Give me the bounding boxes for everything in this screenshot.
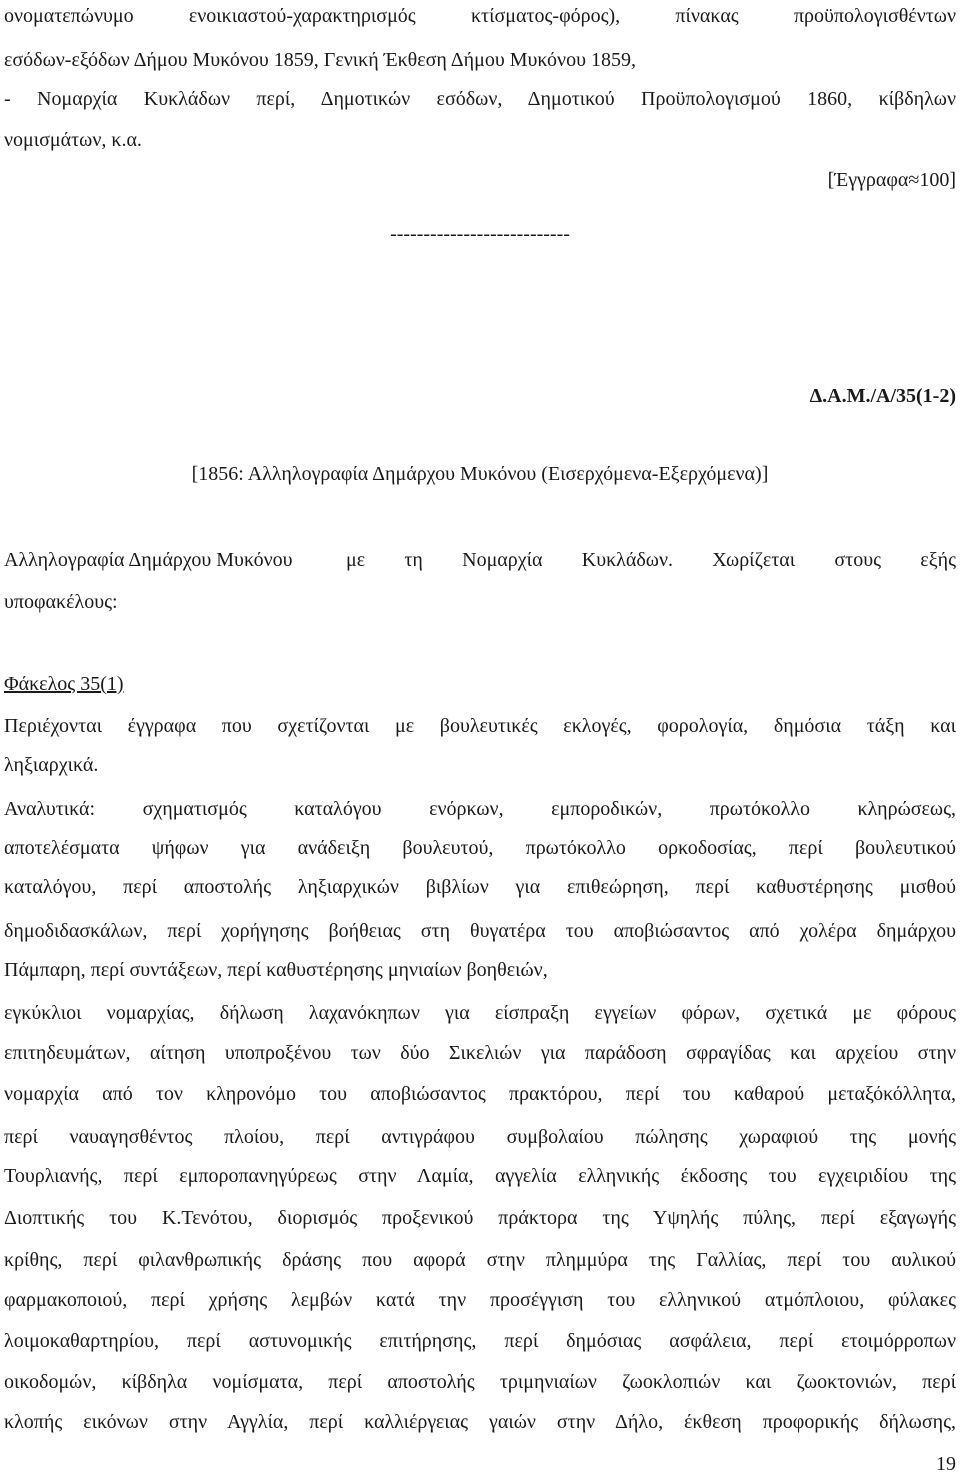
folder-summary-line: ληξιαρχικά. bbox=[4, 754, 99, 776]
detail-line: επιτηδευμάτων, αίτηση υποπροξένου των δύο Σικελιών για παράδοση σφραγίδας και αρχείου στην bbox=[4, 1042, 956, 1064]
description-line-2: υποφακέλους: bbox=[4, 591, 118, 613]
intro-line: νομισμάτων, κ.α. bbox=[4, 129, 142, 151]
detail-line: οικοδομών, κίβδηλα νομίσματα, περί αποστολής τριμηνιαίων ζωοκλοπιών και ζωοκτονιών, περί bbox=[4, 1371, 956, 1393]
documents-count-ref: [Έγγραφα≈100] bbox=[827, 169, 956, 191]
detail-line: εγκύκλιοι νομαρχίας, δήλωση λαχανόκηπων για είσπραξη εγγείων φόρων, σχετικά με φόρους bbox=[4, 1002, 956, 1024]
detail-line: Διοπτικής του Κ.Τενότου, διορισμός προξενικού πράκτορα της Υψηλής πύλης, περί εξαγωγής bbox=[4, 1207, 956, 1229]
intro-line: - Νομαρχία Κυκλάδων περί, Δημοτικών εσόδων, Δημοτικού Προϋπολογισμού 1860, κίβδηλων bbox=[4, 88, 956, 110]
folder-title: Φάκελος 35(1) bbox=[4, 673, 124, 695]
detail-line: κλοπής εικόνων στην Αγγλία, περί καλλιέργειας γαιών στην Δήλο, έκθεση προφορικής δήλωσης, bbox=[4, 1411, 956, 1433]
detail-line: Αναλυτικά: σχηματισμός καταλόγου ενόρκων, εμποροδικών, πρωτόκολλο κληρώσεως, bbox=[4, 798, 956, 820]
detail-line: νομαρχία από τον κληρονόμο του αποβιώσαντος πρακτόρου, περί του καθαρού μεταξόκόλλητα, bbox=[4, 1083, 956, 1105]
detail-line: Τουρλιανής, περί εμποροπανηγύρεως στην Λαμία, αγγελία ελληνικής έκδοσης του εγχειριδίου της bbox=[4, 1165, 956, 1187]
detail-line: Πάμπαρη, περί συντάξεων, περί καθυστέρησης μηνιαίων βοηθειών, bbox=[4, 959, 548, 981]
description-part-b: με τη Νομαρχία Κυκλάδων. Χωρίζεται στους εξής bbox=[346, 549, 956, 571]
description-part-a: Αλληλογραφία Δημάρχου Μυκόνου bbox=[4, 549, 293, 571]
intro-line: εσόδων-εξόδων Δήμου Μυκόνου 1859, Γενική Έκθεση Δήμου Μυκόνου 1859, bbox=[4, 49, 636, 71]
collection-title: [1856: Αλληλογραφία Δημάρχου Μυκόνου (Εισερχόμενα-Εξερχόμενα)] bbox=[191, 463, 769, 485]
archive-code: Δ.Α.Μ./Α/35(1-2) bbox=[809, 385, 956, 407]
detail-line: αποτελέσματα ψήφων για ανάδειξη βουλευτού, πρωτόκολλο ορκοδοσίας, περί βουλευτικού bbox=[4, 837, 956, 859]
detail-line: δημοδιδασκάλων, περί χορήγησης βοήθειας στη θυγατέρα του αποβιώσαντος από χολέρα δημάρχου bbox=[4, 920, 956, 942]
page-number: 19 bbox=[936, 1453, 956, 1475]
detail-line: φαρμακοποιού, περί χρήσης λεμβών κατά την προσέγγιση του ελληνικού ατμόπλοιου, φύλακες bbox=[4, 1289, 956, 1311]
folder-summary-line: Περιέχονται έγγραφα που σχετίζονται με βουλευτικές εκλογές, φορολογία, δημόσια τάξη και bbox=[4, 715, 956, 737]
detail-line: καταλόγου, περί αποστολής ληξιαρχικών βιβλίων για επιθεώρηση, περί καθυστέρησης μισθού bbox=[4, 876, 956, 898]
detail-line: λοιμοκαθαρτηρίου, περί αστυνομικής επιτήρησης, περί δημόσιας ασφάλεια, περί ετοιμόρροπων bbox=[4, 1330, 956, 1352]
section-separator: --------------------------- bbox=[390, 223, 570, 245]
detail-line: κρίθης, περί φιλανθρωπικής δράσης που αφορά στην πλημμύρα της Γαλλίας, περί του αυλικού bbox=[4, 1249, 956, 1271]
detail-line: περί ναυαγησθέντος πλοίου, περί αντιγράφου συμβολαίου πώλησης χωραφιού της μονής bbox=[4, 1126, 956, 1148]
intro-line: ονοματεπώνυμο ενοικιαστού-χαρακτηρισμός κτίσματος-φόρος), πίνακας προϋπολογισθέντων bbox=[4, 5, 956, 27]
